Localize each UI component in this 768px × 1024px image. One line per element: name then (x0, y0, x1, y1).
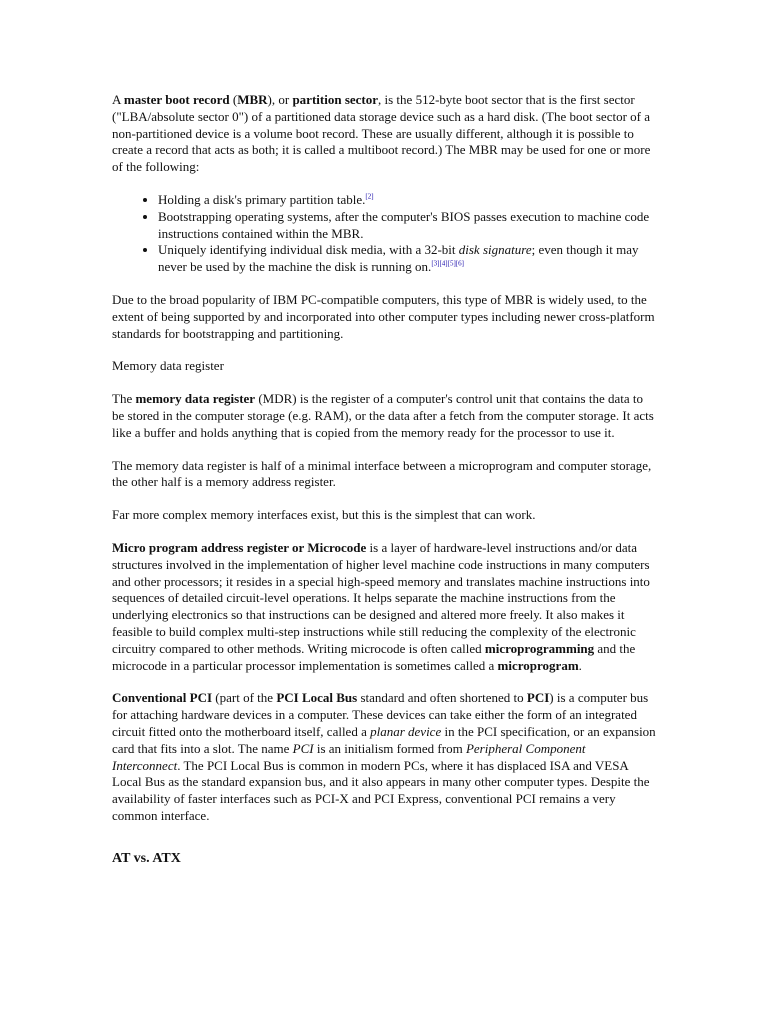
pci-paragraph: Conventional PCI (part of the PCI Local Bus standard and often shortened to PCI) is a computer bus for attaching hardware devices in a computer. These devices can take either the form of an integrated circuit fitted onto the motherboard itself, called a planar device in the PCI specification, or an expansion card that fits into a slot. The name PCI is an initialism formed from Peripheral Component Interconnect. The PCI Local Bus is common in modern PCs, where it has displaced ISA and VESA Local Bus as the standard expansion bus, and it also appears in many other computer types. Despite the availability of faster interfaces such as PCI-X and PCI Express, conventional PCI remains a very common interface. (112, 690, 656, 823)
at-vs-atx-heading: AT vs. ATX (112, 850, 181, 866)
term-memory-data-register: memory data register (135, 391, 256, 407)
term-microprogram: microprogram (497, 657, 579, 673)
term-pci-italic: PCI (292, 740, 314, 756)
mbr-uses-list (112, 192, 657, 276)
term-master-boot-record: master boot record (123, 92, 230, 107)
mdr-interface-paragraph: The memory data register is half of a minimal interface between a microprogram and computer storage, the other half is a memory address register. (112, 457, 652, 490)
microcode-paragraph: Micro program address register or Microcode is a layer of hardware-level instructions and/or data structures involved in the implementation of higher level machine code instructions in many computers and other processors; it resides in a special high-speed memory and translates machine instructions into sequences of detailed circuit-level operations. It helps separate the machine instructions from the underlying electronics so that instructions can be designed and altered more freely. It also makes it feasible to build complex multi-step instructions while still reducing the complexity of the electronic circuitry compared to other methods. Writing microcode is often called microprogramming and the microcode in a particular processor implementation is sometimes called a microprogram. (112, 539, 650, 673)
term-disk-signature: disk signature (458, 242, 532, 258)
term-microcode: Micro program address register or Microcode (112, 539, 367, 555)
citation-link[interactable]: [2] (365, 192, 374, 201)
list-item: • Uniquely identifying individual disk media, with a 32-bit disk signature; even though it may never be used by the machine the disk is running on.[3][4][5][6] (158, 242, 657, 276)
term-microprogramming: microprogramming (484, 640, 595, 656)
term-conventional-pci: Conventional PCI (112, 690, 213, 706)
mdr-heading: Memory data register (112, 358, 224, 374)
term-peripheral-component-interconnect: Peripheral Component Interconnect (112, 740, 586, 773)
mbr-popularity-paragraph: Due to the broad popularity of IBM PC-compatible computers, this type of MBR is widely used, to the extent of being supported by and incorporated into other computer types including newer cross-platform standards for bootstrapping and partitioning. (112, 291, 655, 341)
mdr-definition-paragraph: The memory data register (MDR) is the register of a computer's control unit that contains the data to be stored in the computer storage (e.g. RAM), or the data after a fetch from the computer storage. It acts like a buffer and holds anything that is copied from the memory ready for the processor to use it. (112, 391, 654, 440)
term-pci: PCI (526, 690, 550, 706)
list-item: • Bootstrapping operating systems, after the computer's BIOS passes execution to machine code instructions contained within the MBR. (158, 209, 657, 243)
term-planar-device: planar device (370, 723, 442, 739)
document-page (112, 92, 657, 883)
list-item: • Holding a disk's primary partition table.[2] (158, 192, 657, 209)
term-mbr: MBR (237, 92, 268, 107)
mdr-complex-paragraph: Far more complex memory interfaces exist, but this is the simplest that can work. (112, 507, 536, 523)
citation-link[interactable]: [3][4][5][6] (431, 259, 464, 268)
term-partition-sector: partition sector (292, 92, 379, 107)
mbr-intro-paragraph: A master boot record (MBR), or partition sector, is the 512-byte boot sector that is the first sector ("LBA/absolute sector 0") of a partitioned data storage device such as a hard disk. (The boot sector of a non-partitioned device is a volume boot record. These are usually different, although it is possible to create a record that acts as both; it is called a multiboot record.) The MBR may be used for one or more of the following: (112, 92, 651, 175)
term-pci-local-bus: PCI Local Bus (276, 690, 358, 706)
